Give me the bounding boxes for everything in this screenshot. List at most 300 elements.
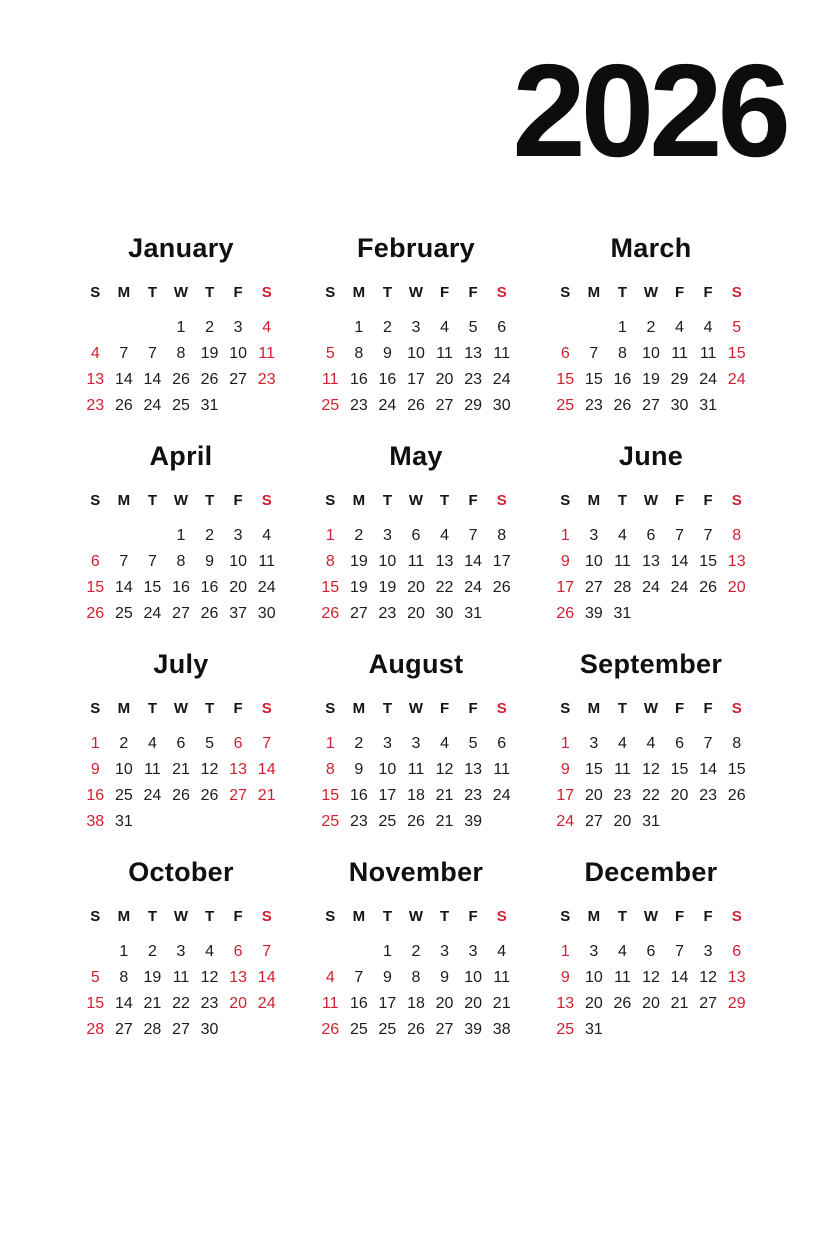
- day-header: S: [90, 699, 101, 717]
- date-cell: 7: [589, 344, 599, 362]
- day-header: M: [352, 491, 366, 509]
- date-cell: 37: [229, 604, 248, 622]
- day-header: F: [674, 491, 685, 509]
- date-cell: 1: [354, 318, 364, 336]
- date-cell: 25: [321, 812, 340, 830]
- month-november: [316, 857, 516, 1039]
- empty-cell: [224, 1021, 253, 1039]
- date-cell: 23: [378, 604, 397, 622]
- date-cell: 19: [349, 578, 368, 596]
- day-header: T: [204, 699, 215, 717]
- months-grid: [0, 233, 832, 1039]
- date-cell: 16: [200, 578, 219, 596]
- date-cell: 13: [435, 552, 454, 570]
- date-cell: 10: [378, 552, 397, 570]
- date-cell: 4: [262, 318, 272, 336]
- date-cell: 13: [464, 760, 483, 778]
- date-cell: 28: [613, 578, 632, 596]
- date-cell: 4: [325, 968, 335, 986]
- date-cell: 9: [440, 968, 450, 986]
- date-cell: 25: [378, 1020, 397, 1038]
- date-cell: 6: [646, 526, 656, 544]
- date-cell: 21: [670, 994, 689, 1012]
- date-cell: 20: [584, 994, 603, 1012]
- empty-cell: [665, 1021, 694, 1039]
- date-cell: 11: [258, 552, 275, 570]
- empty-cell: [81, 943, 110, 961]
- date-cell: 24: [143, 396, 162, 414]
- month-grid: [551, 284, 751, 415]
- date-cell: 1: [90, 734, 100, 752]
- day-header: T: [617, 491, 627, 509]
- date-cell: 6: [675, 734, 685, 752]
- day-header: F: [674, 283, 685, 301]
- date-cell: 21: [435, 786, 454, 804]
- date-cell: 25: [114, 604, 133, 622]
- date-cell: 1: [176, 526, 186, 544]
- date-cell: 3: [589, 942, 599, 960]
- month-grid: [81, 700, 281, 831]
- empty-cell: [487, 605, 516, 623]
- date-cell: 30: [492, 396, 511, 414]
- date-cell: 2: [205, 318, 215, 336]
- day-header: T: [204, 491, 215, 509]
- date-cell: 8: [617, 344, 627, 362]
- date-cell: 24: [143, 786, 162, 804]
- date-cell: 10: [378, 760, 397, 778]
- month-grid: [316, 700, 516, 831]
- month-grid: [81, 492, 281, 623]
- date-cell: 27: [229, 786, 248, 804]
- month-april: [81, 441, 281, 623]
- day-header: M: [117, 283, 131, 301]
- day-header: F: [233, 491, 243, 509]
- date-cell: 6: [233, 734, 243, 752]
- date-cell: 25: [172, 396, 190, 414]
- date-cell: 38: [86, 812, 105, 830]
- day-header: T: [617, 907, 627, 925]
- day-header: W: [173, 491, 189, 509]
- date-cell: 15: [584, 760, 603, 778]
- date-cell: 4: [90, 344, 100, 362]
- day-header: F: [468, 907, 478, 925]
- day-header: T: [382, 283, 392, 301]
- month-title: October: [128, 856, 234, 887]
- date-cell: 24: [257, 578, 276, 596]
- date-cell: 38: [492, 1020, 511, 1038]
- date-cell: 8: [497, 526, 507, 544]
- empty-cell: [110, 319, 139, 337]
- date-cell: 11: [436, 344, 453, 362]
- date-cell: 15: [86, 994, 105, 1012]
- date-cell: 3: [411, 734, 421, 752]
- date-cell: 23: [86, 396, 105, 414]
- date-cell: 24: [257, 994, 276, 1012]
- day-header: F: [703, 907, 713, 925]
- date-cell: 7: [703, 526, 713, 544]
- date-cell: 3: [176, 942, 186, 960]
- day-header: S: [731, 491, 742, 509]
- day-header: S: [325, 699, 336, 717]
- date-cell: 14: [257, 760, 276, 778]
- day-header: S: [560, 491, 571, 509]
- date-cell: 27: [229, 370, 248, 388]
- date-cell: 18: [407, 994, 425, 1012]
- month-june: [551, 441, 751, 623]
- date-cell: 4: [675, 318, 685, 336]
- date-cell: 3: [411, 318, 421, 336]
- date-cell: 25: [349, 1020, 368, 1038]
- date-cell: 23: [349, 396, 368, 414]
- date-cell: 12: [642, 968, 660, 986]
- date-cell: 19: [143, 968, 162, 986]
- date-cell: 26: [407, 812, 425, 830]
- date-cell: 27: [584, 578, 603, 596]
- date-cell: 26: [613, 994, 632, 1012]
- date-cell: 24: [464, 578, 483, 596]
- empty-cell: [722, 397, 751, 415]
- date-cell: 14: [114, 994, 133, 1012]
- month-title: June: [618, 440, 684, 471]
- empty-cell: [224, 813, 253, 831]
- day-header: M: [587, 491, 601, 509]
- date-cell: 24: [727, 370, 746, 388]
- day-header: T: [617, 699, 627, 717]
- date-cell: 25: [556, 1020, 575, 1038]
- date-cell: 3: [703, 942, 713, 960]
- date-cell: 22: [172, 994, 190, 1012]
- date-cell: 20: [727, 578, 746, 596]
- empty-cell: [665, 605, 694, 623]
- date-cell: 15: [86, 578, 105, 596]
- month-title: July: [153, 648, 209, 679]
- date-cell: 11: [614, 760, 631, 778]
- day-header: S: [90, 491, 101, 509]
- date-cell: 19: [378, 578, 397, 596]
- empty-cell: [580, 319, 609, 337]
- date-cell: 16: [349, 786, 368, 804]
- date-cell: 14: [143, 370, 162, 388]
- day-header: T: [382, 491, 392, 509]
- date-cell: 9: [382, 344, 392, 362]
- date-cell: 10: [114, 760, 133, 778]
- empty-cell: [694, 1021, 723, 1039]
- date-cell: 11: [321, 994, 339, 1012]
- date-cell: 4: [703, 318, 713, 336]
- date-cell: 31: [200, 396, 219, 414]
- date-cell: 11: [321, 370, 339, 388]
- day-header: S: [325, 283, 336, 301]
- date-cell: 20: [584, 786, 603, 804]
- date-cell: 2: [382, 318, 392, 336]
- date-cell: 23: [613, 786, 632, 804]
- date-cell: 28: [143, 1020, 162, 1038]
- month-grid: [551, 700, 751, 831]
- date-cell: 23: [200, 994, 219, 1012]
- empty-cell: [722, 1021, 751, 1039]
- month-title: September: [579, 648, 723, 679]
- date-cell: 27: [642, 396, 660, 414]
- date-cell: 9: [560, 552, 570, 570]
- date-cell: 26: [556, 604, 575, 622]
- date-cell: 16: [378, 370, 397, 388]
- date-cell: 7: [675, 526, 685, 544]
- date-cell: 16: [613, 370, 632, 388]
- empty-cell: [252, 813, 281, 831]
- date-cell: 13: [86, 370, 105, 388]
- empty-cell: [665, 813, 694, 831]
- empty-cell: [138, 319, 167, 337]
- date-cell: 39: [464, 1020, 483, 1038]
- day-header: W: [408, 283, 424, 301]
- date-cell: 10: [407, 344, 425, 362]
- day-header: S: [560, 283, 571, 301]
- date-cell: 17: [556, 578, 575, 596]
- date-cell: 20: [407, 604, 425, 622]
- date-cell: 1: [382, 942, 392, 960]
- empty-cell: [694, 605, 723, 623]
- day-header: S: [325, 491, 336, 509]
- date-cell: 8: [354, 344, 364, 362]
- empty-cell: [224, 397, 253, 415]
- date-cell: 5: [468, 318, 478, 336]
- empty-cell: [722, 813, 751, 831]
- day-header: F: [439, 283, 450, 301]
- empty-cell: [345, 943, 374, 961]
- date-cell: 9: [560, 760, 570, 778]
- day-header: S: [90, 907, 101, 925]
- date-cell: 1: [325, 526, 335, 544]
- date-cell: 22: [435, 578, 454, 596]
- day-header: S: [496, 283, 507, 301]
- month-december: [551, 857, 751, 1039]
- date-cell: 2: [646, 318, 656, 336]
- day-header: W: [408, 907, 424, 925]
- date-cell: 5: [468, 734, 478, 752]
- day-header: T: [147, 491, 157, 509]
- date-cell: 23: [464, 370, 483, 388]
- date-cell: 12: [200, 968, 219, 986]
- date-cell: 26: [200, 370, 219, 388]
- date-cell: 7: [354, 968, 364, 986]
- day-header: F: [468, 491, 478, 509]
- month-grid: [81, 284, 281, 415]
- month-title: April: [149, 440, 213, 471]
- date-cell: 1: [119, 942, 129, 960]
- date-cell: 20: [435, 994, 454, 1012]
- day-header: W: [408, 491, 424, 509]
- date-cell: 17: [556, 786, 575, 804]
- date-cell: 21: [492, 994, 511, 1012]
- date-cell: 31: [642, 812, 660, 830]
- month-july: [81, 649, 281, 831]
- date-cell: 5: [90, 968, 100, 986]
- month-title: August: [368, 648, 464, 679]
- date-cell: 11: [493, 760, 510, 778]
- day-header: S: [496, 699, 507, 717]
- date-cell: 24: [378, 396, 397, 414]
- date-cell: 26: [321, 1020, 340, 1038]
- date-cell: 15: [670, 760, 689, 778]
- empty-cell: [637, 1021, 666, 1039]
- empty-cell: [637, 605, 666, 623]
- date-cell: 6: [732, 942, 742, 960]
- date-cell: 14: [114, 578, 133, 596]
- day-header: F: [703, 699, 713, 717]
- empty-cell: [110, 527, 139, 545]
- date-cell: 30: [257, 604, 276, 622]
- date-cell: 25: [378, 812, 397, 830]
- date-cell: 8: [325, 760, 335, 778]
- date-cell: 14: [670, 968, 689, 986]
- date-cell: 11: [144, 760, 161, 778]
- day-header: T: [147, 283, 157, 301]
- date-cell: 13: [464, 344, 483, 362]
- date-cell: 10: [584, 552, 603, 570]
- date-cell: 12: [642, 760, 660, 778]
- day-header: S: [261, 491, 272, 509]
- date-cell: 7: [262, 734, 272, 752]
- date-cell: 30: [200, 1020, 219, 1038]
- day-header: F: [674, 907, 685, 925]
- date-cell: 16: [172, 578, 190, 596]
- month-title: November: [348, 856, 484, 887]
- day-header: F: [468, 699, 478, 717]
- date-cell: 3: [468, 942, 478, 960]
- date-cell: 28: [86, 1020, 105, 1038]
- date-cell: 16: [349, 994, 368, 1012]
- day-header: W: [643, 491, 659, 509]
- date-cell: 1: [176, 318, 186, 336]
- date-cell: 11: [671, 344, 688, 362]
- date-cell: 1: [617, 318, 627, 336]
- day-header: T: [382, 699, 392, 717]
- date-cell: 24: [699, 370, 718, 388]
- date-cell: 24: [492, 786, 511, 804]
- day-header: T: [617, 283, 627, 301]
- date-cell: 26: [200, 604, 219, 622]
- date-cell: 5: [325, 344, 335, 362]
- date-cell: 10: [584, 968, 603, 986]
- date-cell: 26: [407, 1020, 425, 1038]
- date-cell: 12: [699, 968, 718, 986]
- date-cell: 6: [411, 526, 421, 544]
- empty-cell: [252, 397, 281, 415]
- date-cell: 15: [727, 760, 746, 778]
- month-grid: [316, 284, 516, 415]
- day-header: T: [204, 907, 215, 925]
- empty-cell: [81, 527, 110, 545]
- date-cell: 1: [560, 526, 570, 544]
- month-grid: [81, 908, 281, 1039]
- date-cell: 13: [642, 552, 660, 570]
- date-cell: 4: [440, 734, 450, 752]
- date-cell: 23: [257, 370, 276, 388]
- date-cell: 31: [464, 604, 483, 622]
- date-cell: 6: [497, 318, 507, 336]
- date-cell: 12: [200, 760, 219, 778]
- date-cell: 8: [119, 968, 129, 986]
- month-september: [551, 649, 751, 831]
- date-cell: 31: [584, 1020, 603, 1038]
- date-cell: 23: [699, 786, 718, 804]
- date-cell: 2: [354, 734, 364, 752]
- date-cell: 10: [464, 968, 483, 986]
- date-cell: 21: [257, 786, 276, 804]
- empty-cell: [551, 319, 580, 337]
- day-header: M: [587, 907, 601, 925]
- day-header: M: [117, 491, 131, 509]
- date-cell: 31: [699, 396, 718, 414]
- date-cell: 21: [143, 994, 162, 1012]
- month-january: [81, 233, 281, 415]
- day-header: F: [468, 283, 478, 301]
- date-cell: 14: [699, 760, 718, 778]
- date-cell: 19: [642, 370, 660, 388]
- date-cell: 1: [560, 942, 570, 960]
- date-cell: 11: [493, 968, 510, 986]
- month-august: [316, 649, 516, 831]
- date-cell: 7: [119, 552, 129, 570]
- empty-cell: [487, 813, 516, 831]
- day-header: S: [496, 491, 507, 509]
- date-cell: 4: [497, 942, 507, 960]
- date-cell: 16: [86, 786, 105, 804]
- day-header: S: [496, 907, 507, 925]
- date-cell: 24: [670, 578, 689, 596]
- day-header: F: [439, 699, 450, 717]
- day-header: M: [117, 699, 131, 717]
- date-cell: 11: [407, 552, 425, 570]
- date-cell: 15: [143, 578, 162, 596]
- day-header: F: [703, 283, 713, 301]
- date-cell: 1: [325, 734, 335, 752]
- date-cell: 4: [440, 318, 450, 336]
- date-cell: 4: [617, 526, 627, 544]
- day-header: S: [731, 283, 742, 301]
- day-header: W: [408, 699, 424, 717]
- day-header: M: [117, 907, 131, 925]
- day-header: M: [587, 699, 601, 717]
- date-cell: 2: [354, 526, 364, 544]
- date-cell: 30: [670, 396, 689, 414]
- day-header: F: [233, 907, 243, 925]
- date-cell: 26: [86, 604, 105, 622]
- date-cell: 26: [407, 396, 425, 414]
- date-cell: 17: [378, 994, 397, 1012]
- date-cell: 11: [407, 760, 425, 778]
- date-cell: 11: [699, 344, 717, 362]
- date-cell: 7: [468, 526, 478, 544]
- empty-cell: [81, 319, 110, 337]
- day-header: T: [439, 491, 450, 509]
- date-cell: 5: [732, 318, 742, 336]
- date-cell: 14: [114, 370, 133, 388]
- empty-cell: [316, 319, 345, 337]
- day-header: T: [204, 283, 215, 301]
- day-header: S: [90, 283, 101, 301]
- empty-cell: [195, 813, 224, 831]
- date-cell: 8: [325, 552, 335, 570]
- date-cell: 11: [258, 344, 275, 362]
- date-cell: 13: [727, 968, 746, 986]
- month-march: [551, 233, 751, 415]
- date-cell: 27: [435, 1020, 454, 1038]
- day-header: F: [703, 491, 713, 509]
- date-cell: 7: [703, 734, 713, 752]
- date-cell: 25: [114, 786, 133, 804]
- empty-cell: [608, 1021, 637, 1039]
